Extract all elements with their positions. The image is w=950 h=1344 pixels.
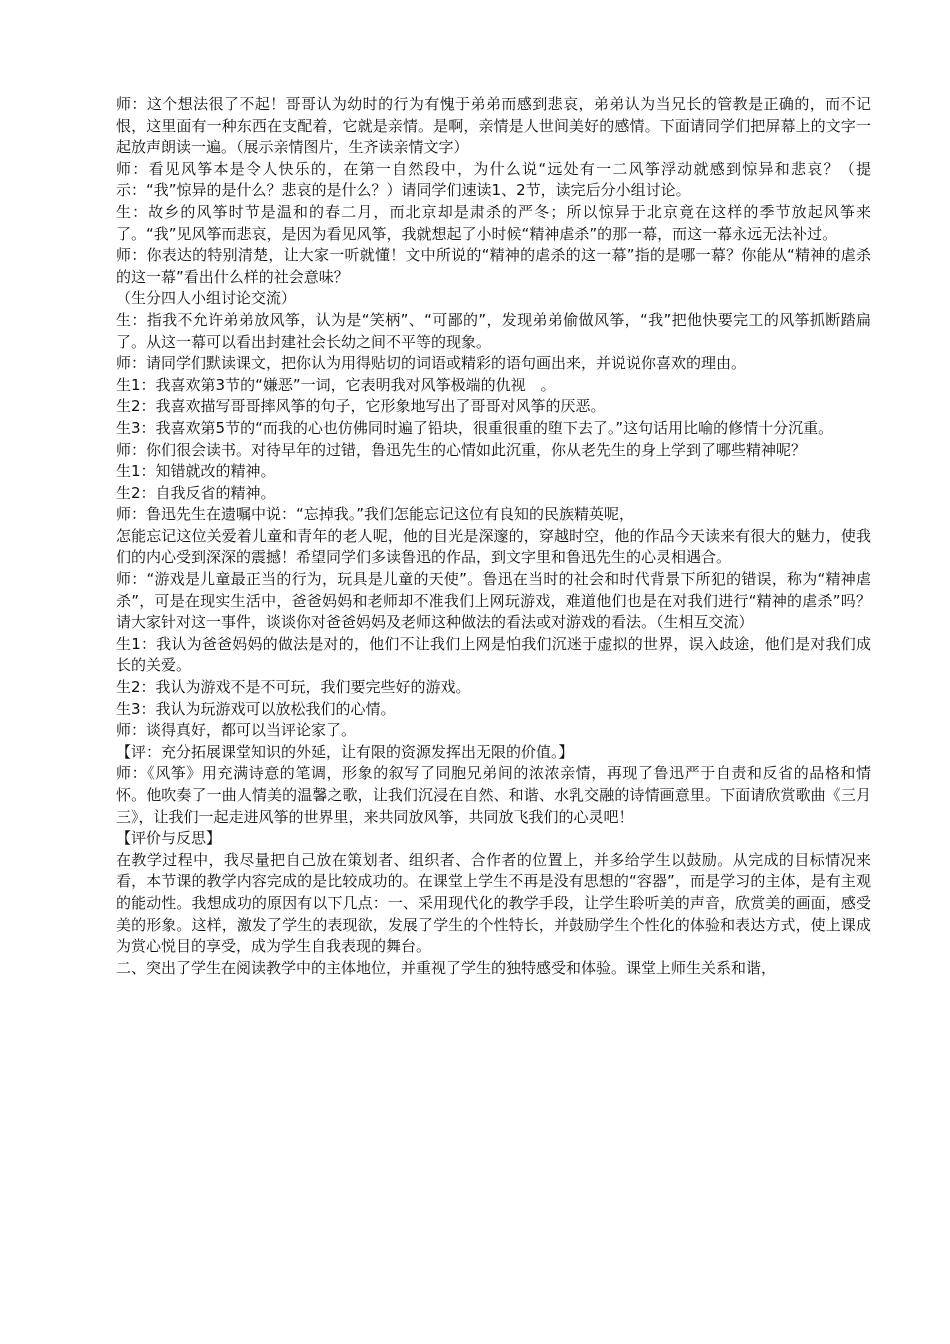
document-body	[116, 94, 871, 979]
paragraph: 在教学过程中，我尽量把自己放在策划者、组织者、合作者的位置上，并多给学生以鼓励。从完成的目标情况来看，本节课的教学内容完成的是比较成功的。在课堂上学生不再是没有思想的“容器”，而是学习的主体，是有主观的能动性。我想成功的原因有以下几点：一、采用现代化的教学手段，让学生聆听美的声音，欣赏美的画面，感受美的形象。这样，激发了学生的表现欲，发展了学生的个性特长，并鼓励学生个性化的体验和表达方式，使上课成为赏心悦目的享受，成为学生自我表现的舞台。	[116, 850, 871, 956]
paragraph: 怎能忘记这位关爱着儿童和青年的老人呢，他的目光是深邃的，穿越时空，他的作品今天读来有很大的魅力，使我们的内心受到深深的震撼！希望同学们多读鲁迅的作品，到文字里和鲁迅先生的心灵相遇合。	[116, 526, 871, 567]
paragraph: 生1：我喜欢第3节的“嫌恶”一词，它表明我对风筝极端的仇视 。	[116, 375, 556, 394]
paragraph: 师：请同学们默读课文，把你认为用得贴切的词语或精彩的语句画出来，并说说你喜欢的理由。	[116, 354, 747, 373]
paragraph: 师：鲁迅先生在遗嘱中说：“忘掉我。”我们怎能忘记这位有良知的民族精英呢，	[116, 505, 635, 524]
paragraph: 生2：我喜欢描写哥哥摔风筝的句子，它形象地写出了哥哥对风筝的厌恶。	[116, 397, 606, 416]
paragraph: 生1：知错就改的精神。	[116, 462, 276, 481]
paragraph: 师：这个想法很了不起！哥哥认为幼时的行为有愧于弟弟而感到悲哀，弟弟认为当兄长的管教是正确的，而不记恨，这里面有一种东西在支配着，它就是亲情。是啊，亲情是人世间美好的感情。下面请同学们把屏幕上的文字一起放声朗读一遍。（展示亲情图片，生齐读亲情文字）	[116, 95, 871, 157]
paragraph: 生1：我认为爸爸妈妈的做法是对的，他们不让我们上网是怕我们沉迷于虚拟的世界，误入歧途，他们是对我们成长的关爱。	[116, 634, 871, 675]
paragraph: （生分四人小组讨论交流）	[116, 289, 297, 308]
paragraph: 生：指我不允许弟弟放风筝，认为是“笑柄”、“可鄙的”，发现弟弟偷做风筝，“我”把他快要完工的风筝抓断踏扁了。从这一幕可以看出封建社会长幼之间不平等的现象。	[116, 310, 871, 351]
paragraph: 生2：自我反省的精神。	[116, 483, 276, 502]
paragraph: 二、突出了学生在阅读教学中的主体地位，并重视了学生的独特感受和体验。课堂上师生关系和谐，	[116, 958, 777, 977]
paragraph: 师：“游戏是儿童最正当的行为，玩具是儿童的天使”。鲁迅在当时的社会和时代背景下所犯的错误，称为“精神虐杀”，可是在现实生活中，爸爸妈妈和老师却不准我们上网玩游戏，难道他们也是在对我们进行“精神的虐杀”吗？请大家针对这一事件，谈谈你对爸爸妈妈及老师这种做法的看法或对游戏的看法。（生相互交流）	[116, 570, 871, 632]
paragraph: 【评：充分拓展课堂知识的外延，让有限的资源发挥出无限的价值。】	[116, 742, 574, 761]
paragraph: 生3：我喜欢第5节的“而我的心也仿佛同时遍了铅块，很重很重的堕下去了。”这句话用比喻的修情十分沉重。	[116, 418, 834, 437]
paragraph: 师：你表达的特别清楚，让大家一听就懂！文中所说的“精神的虐杀的这一幕”指的是哪一幕？你能从“精神的虐杀的这一幕”看出什么样的社会意味？	[116, 246, 871, 286]
paragraph: 生3：我认为玩游戏可以放松我们的心情。	[116, 699, 396, 718]
section-heading: 【评价与反思】	[116, 829, 222, 848]
paragraph: 生：故乡的风筝时节是温和的春二月，而北京却是肃杀的严冬；所以惊异于北京竟在这样的季节放起风筝来了。“我”见风筝而悲哀，是因为看见风筝，我就想起了小时候“精神虐杀”的那一幕，而这一幕永远无法补过。	[116, 202, 871, 243]
paragraph: 师：你们很会读书。对待早年的过错，鲁迅先生的心情如此沉重，你从老先生的身上学到了哪些精神呢？	[116, 440, 807, 459]
paragraph: 生2：我认为游戏不是不可玩，我们要完些好的游戏。	[116, 678, 471, 697]
paragraph: 师：谈得真好，都可以当评论家了。	[116, 721, 357, 740]
paragraph: 师：看见风筝本是令人快乐的，在第一自然段中，为什么说“远处有一二风筝浮动就感到惊异和悲哀？（提示：“我”惊异的是什么？悲哀的是什么？）请同学们速读1、2节，读完后分小组讨论。	[116, 159, 871, 200]
paragraph: 师：《风筝》用充满诗意的笔调，形象的叙写了同胞兄弟间的浓浓亲情，再现了鲁迅严于自责和反省的品格和情怀。他吹奏了一曲人情美的温馨之歌，让我们沉浸在自然、和谐、水乳交融的诗情画意里。下面请欣赏歌曲《三月三》，让我们一起走进风筝的世界里，来共同放风筝，共同放飞我们的心灵吧！	[116, 764, 871, 826]
